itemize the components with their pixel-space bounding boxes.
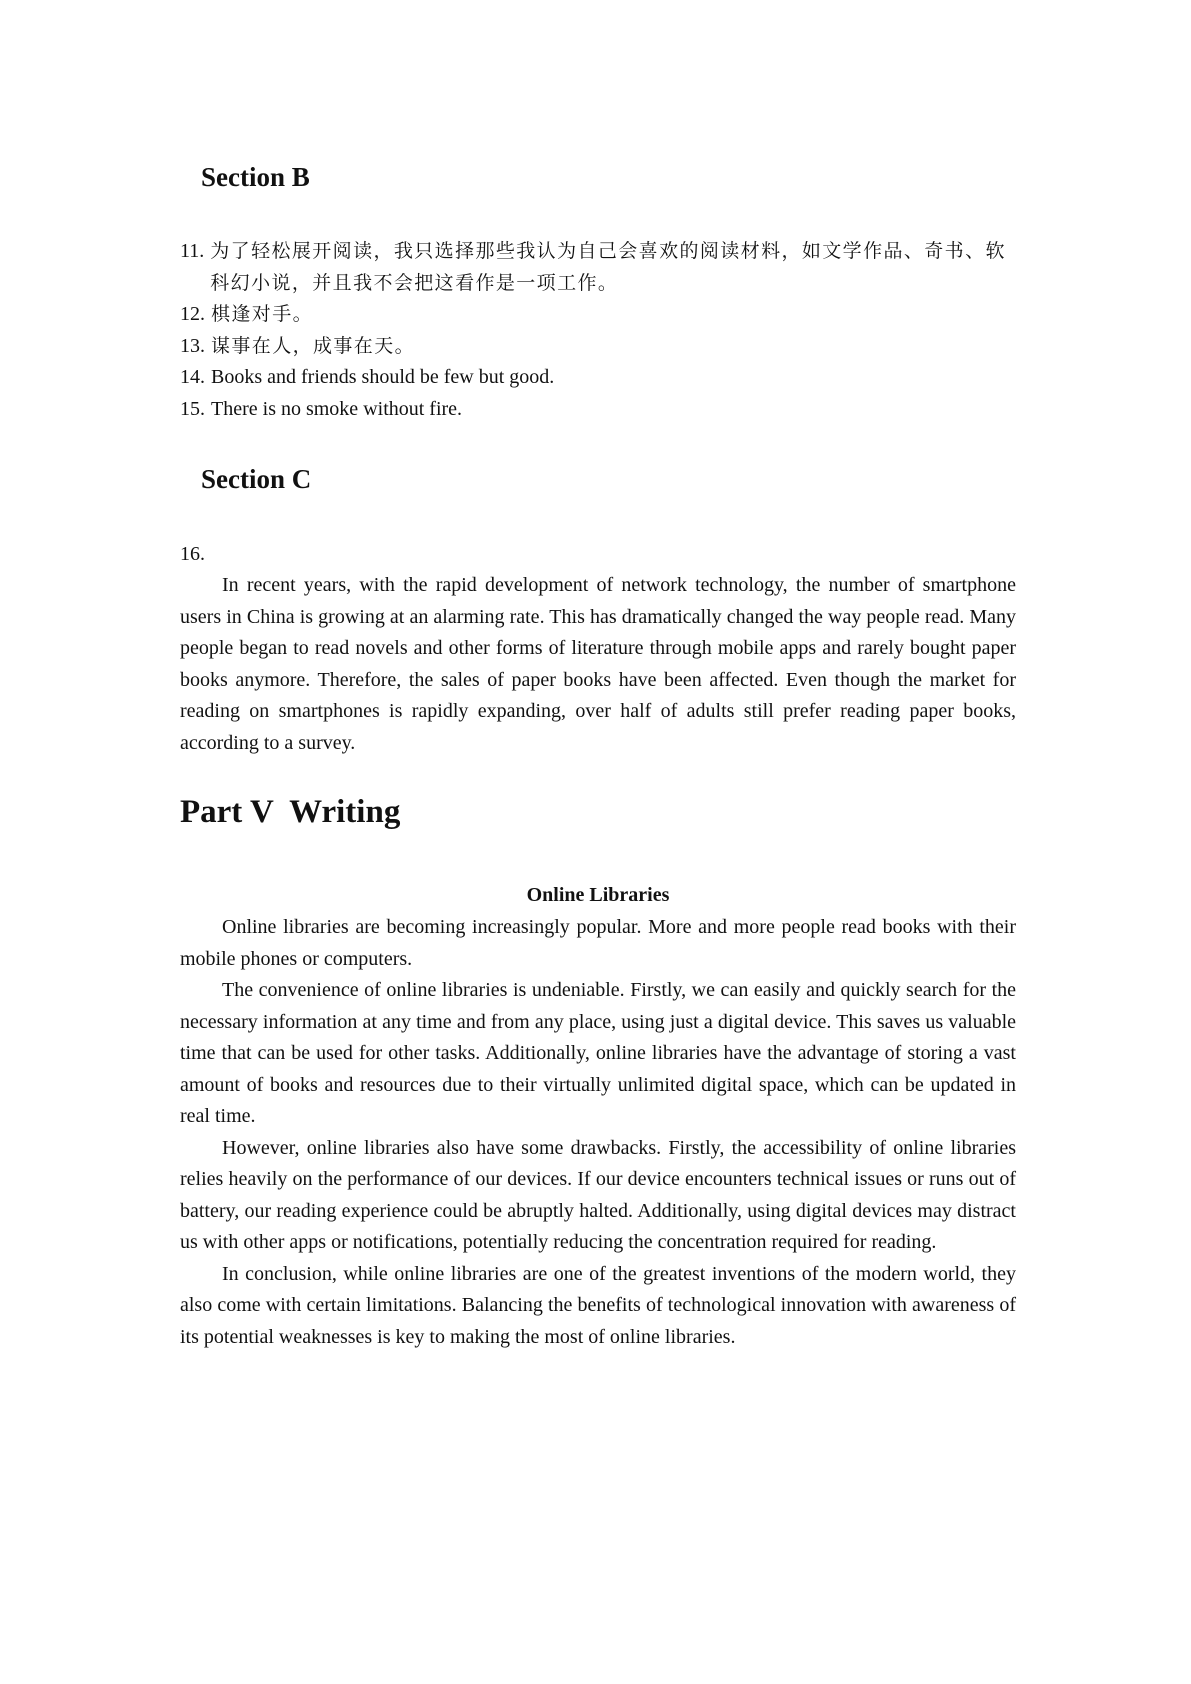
section-c-heading: Section C bbox=[201, 464, 312, 494]
item-text: 谋事在人，成事在天。 bbox=[211, 334, 416, 357]
essay-body bbox=[180, 912, 1016, 1353]
item-number: 15. bbox=[180, 397, 205, 420]
item-number: 11. bbox=[180, 240, 205, 262]
list-item bbox=[180, 299, 1020, 331]
essay-paragraph: Online libraries are becoming increasingly popular. More and more people read books with their mobile phones or computers. bbox=[180, 916, 1016, 970]
translation-passage bbox=[180, 570, 1016, 759]
item-text: Books and friends should be few but good. bbox=[211, 366, 555, 388]
list-item bbox=[180, 362, 1020, 394]
list-item bbox=[180, 331, 1020, 363]
section-b-heading: Section B bbox=[201, 162, 310, 192]
list-item bbox=[180, 236, 1020, 299]
question-number: 16. bbox=[180, 543, 205, 565]
paragraph: In recent years, with the rapid development of network technology, the number of smartphone users in China is growing at an alarming rate. This has dramatically changed the way people read. Many people began to read novels and other forms of literature through mobile apps and rarely bought paper books anymore. Therefore, the sales of paper books have been affected. Even though the market for reading on smartphones is rapidly expanding, over half of adults still prefer reading paper books, according to a survey. bbox=[180, 574, 1016, 754]
item-text: 为了轻松展开阅读，我只选择那些我认为自己会喜欢的阅读材料，如文学作品、奇书、软科幻小说，并且我不会把这看作是一项工作。 bbox=[210, 240, 1006, 294]
item-text: There is no smoke without fire. bbox=[211, 397, 463, 420]
item-number: 13. bbox=[180, 334, 205, 357]
list-item bbox=[180, 394, 1020, 426]
essay-paragraph: However, online libraries also have some drawbacks. Firstly, the accessibility of online libraries relies heavily on the performance of our devices. If our device encounters technical issues or runs out of battery, our reading experience could be abruptly halted. Additionally, using digital devices may distract us with other apps or notifications, potentially reducing the concentration required for reading. bbox=[180, 1136, 1016, 1253]
part-title: Part V Writing bbox=[180, 794, 401, 830]
translation-list bbox=[180, 236, 1020, 425]
essay-paragraph: In conclusion, while online libraries are one of the greatest inventions of the modern world, they also come with certain limitations. Balancing the benefits of technological innovation with awareness of its potential weaknesses is key to making the most of online libraries. bbox=[180, 1262, 1016, 1348]
item-number: 14. bbox=[180, 366, 205, 388]
item-number: 12. bbox=[180, 303, 205, 325]
essay-paragraph: The convenience of online libraries is undeniable. Firstly, we can easily and quickly search for the necessary information at any time and from any place, using just a digital device. This saves us valuable time that can be used for other tasks. Additionally, online libraries have the advantage of storing a vast amount of books and resources due to their virtually unlimited digital space, which can be updated in real time. bbox=[180, 979, 1016, 1127]
item-text: 棋逢对手。 bbox=[211, 303, 314, 325]
essay-title: Online Libraries bbox=[526, 884, 670, 906]
